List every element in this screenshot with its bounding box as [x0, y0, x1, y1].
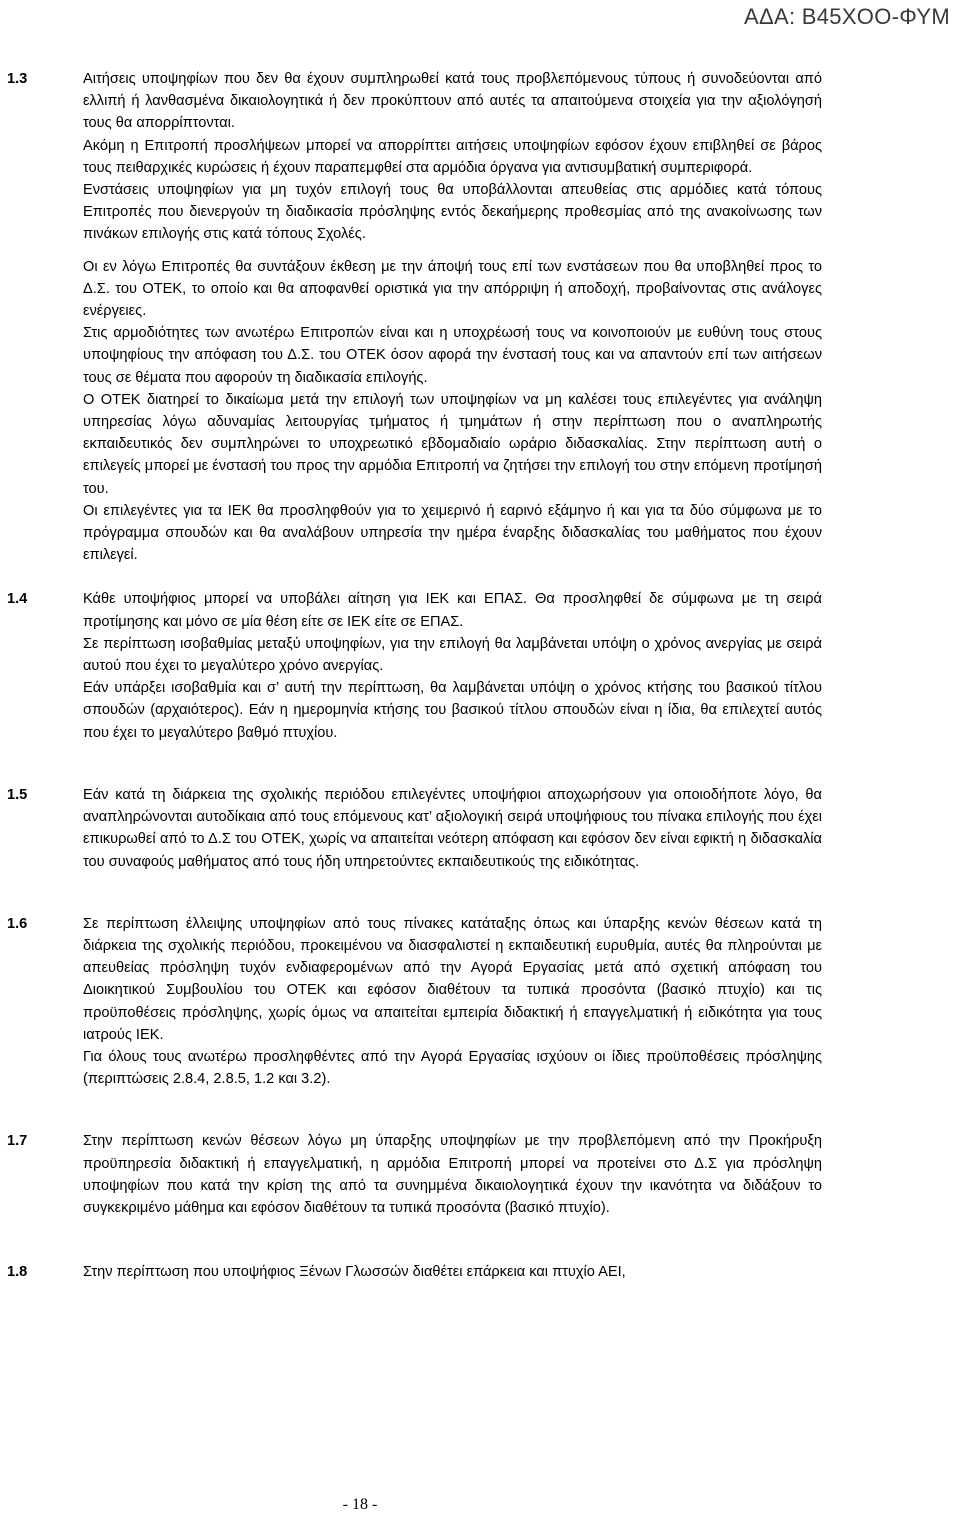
section-1-6 [0, 913, 960, 1091]
paragraph: Αιτήσεις υποψηφίων που δεν θα έχουν συμπληρωθεί κατά τους προβλεπόμενους τύπους ή συνοδεύονται από ελλιπή ή λανθασμένα δικαιολογητικά ή δεν προκύπτουν από αυτές τα απαιτούμενα στοιχεία για την αξιολόγησή τους θα απορρίπτονται. [83, 71, 822, 132]
section-number: 1.4 [7, 591, 28, 608]
paragraph: Εάν υπάρξει ισοβαθμία και σ’ αυτή την περίπτωση, θα λαμβάνεται υπόψη ο χρόνος κτήσης του βασικού τίτλου σπουδών (αρχαιότερος). Εάν η ημερομηνία κτήσης του βασικού τίτλου σπουδών είναι η ίδια, θα επιλεχτεί αυτός που έχει το μεγαλύτερο βαθμό πτυχίου. [83, 680, 822, 741]
paragraph: Κάθε υποψήφιος μπορεί να υποβάλει αίτηση για ΙΕΚ και ΕΠΑΣ. Θα προσληφθεί δε σύμφωνα με τη σειρά προτίμησης και μόνο σε μία θέση είτε σε ΙΕΚ είτε σε ΕΠΑΣ. [83, 591, 822, 630]
paragraph: Στην περίπτωση που υποψήφιος Ξένων Γλωσσών διαθέτει επάρκεια και πτυχίο ΑΕΙ, [83, 1264, 626, 1281]
section-1-4 [0, 588, 960, 743]
page-number: - 18 - [342, 1496, 378, 1513]
paragraph: Σε περίπτωση ισοβαθμίας μεταξύ υποψηφίων, για την επιλογή θα λαμβάνεται υπόψη ο χρόνος ανεργίας με σειρά αυτού που έχει το μεγαλύτερο χρόνο ανεργίας. [83, 635, 822, 675]
section-number: 1.3 [7, 71, 28, 87]
section-number: 1.7 [7, 1133, 28, 1150]
paragraph: Στην περίπτωση κενών θέσεων λόγω μη ύπαρξης υποψηφίων με την προβλεπόμενη από την Προκήρυξη προϋπηρεσία διδακτική ή επαγγελματική, η αρμόδια Επιτροπή μπορεί να προτείνει στο Δ.Σ για πρόσληψη υποψηφίων που κατά την κρίση της από τα συνημμένα δικαιολογητικά έχουν την ικανότητα να διδάξουν το συγκεκριμένο μάθημα και εφόσον διαθέτουν τα τυπικά προσόντα (βασικό πτυχίο). [83, 1133, 822, 1216]
paragraph: Οι επιλεγέντες για τα ΙΕΚ θα προσληφθούν για το χειμερινό ή εαρινό εξάμηνο ή και για τα δύο σύμφωνα με το πρόγραμμα σπουδών και θα αναλάβουν υπηρεσία την ημέρα έναρξης διδασκαλίας του μαθήματος που έχουν επιλεγεί. [83, 502, 822, 564]
section-number: 1.8 [7, 1264, 28, 1281]
section-number: 1.6 [7, 915, 28, 932]
paragraph: Εάν κατά τη διάρκεια της σχολικής περιόδου επιλεγέντες υποψήφιοι αποχωρήσουν για οποιοδήποτε λόγο, θα αναπληρώνονται αυτοδίκαια από τους επόμενους κατ’ αξιολογική σειρά υποψήφιους του πίνακα επιλογής που έχει επικυρωθεί από το Δ.Σ του ΟΤΕΚ, χωρίς να απαιτείται νεότερη απόφαση και εφόσον δεν είναι εφικτή η διδασκαλία του συναφούς μαθήματος από τους ήδη υπηρετούντες εκπαιδευτικούς της ειδικότητας. [83, 786, 822, 870]
paragraph: Οι εν λόγω Επιτροπές θα συντάξουν έκθεση με την άποψή τους επί των ενστάσεων που θα υποβληθεί προς το Δ.Σ. του ΟΤΕΚ, το οποίο και θα αποφανθεί οριστικά για την απόρριψη ή αποδοχή, προβαίνοντας στις ανάλογες ενέργειες. [83, 258, 822, 320]
ada-code: ΑΔΑ: Β45ΧΟΟ-ΦΥΜ [744, 4, 950, 29]
paragraph: Στις αρμοδιότητες των ανωτέρω Επιτροπών είναι και η υποχρέωσή τους να κοινοποιούν με ευθύνη τους στους υποψηφίους την απόφαση του Δ.Σ. του ΟΤΕΚ όσον αφορά την ένστασή τους και να απαντούν επί των αιτήσεων τους σε θέματα που αφορούν τη διαδικασία επιλογής. [83, 325, 822, 386]
section-1-5 [0, 784, 960, 873]
paragraph: Σε περίπτωση έλλειψης υποψηφίων από τους πίνακες κατάταξης όπως και ύπαρξης κενών θέσεων κατά τη διάρκεια της σχολικής περιόδου, προκειμένου να διασφαλιστεί η εκπαιδευτική ευρυθμία, αυτές θα πληρούνται με απευθείας πρόσληψη τυχόν ενδιαφερομένων από την Αγορά Εργασίας μετά από σχετική απόφαση του Διοικητικού Συμβουλίου του ΟΤΕΚ και εφόσον διαθέτουν τα τυπικά προσόντα (βασικό πτυχίο) και τις προϋποθέσεις πρόσληψης, χωρίς όμως να απαιτείται εμπειρία διδακτική ή επαγγελματική ή ειδικότητα για τους ιατρούς ΙΕΚ. [83, 915, 822, 1043]
section-number: 1.5 [7, 786, 28, 803]
paragraph: Ο ΟΤΕΚ διατηρεί το δικαίωμα μετά την επιλογή των υποψηφίων να μη καλέσει τους επιλεγέντες για ανάληψη υπηρεσίας λόγω αδυναμίας λειτουργίας τμήματος ή τμημάτων ή στην περίπτωση που ο αναπληρωτής εκπαιδευτικός δεν συμπληρώνει το υποχρεωτικό εβδομαδιαίο ωράριο διδασκαλίας. Στην περίπτωση αυτή ο επιλεγείς μπορεί με ένστασή του προς την αρμόδια Επιτροπή να ζητήσει την επιλογή του στην επόμενη προτίμησή του. [83, 391, 822, 497]
paragraph: Ακόμη η Επιτροπή προσλήψεων μπορεί να απορρίπτει αιτήσεις υποψηφίων εφόσον έχουν επιβληθεί σε βάρος τους πειθαρχικές κυρώσεις ή έχουν παραπεμφθεί στα αρμόδια όργανα για αντισυμβατική συμπεριφορά. [83, 137, 822, 176]
paragraph: Ενστάσεις υποψηφίων για μη τυχόν επιλογή τους θα υποβάλλονται απευθείας στις αρμόδιες κατά τόπους Επιτροπές που διενεργούν τη διαδικασία πρόσληψης εντός δεκαήμερης προθεσμίας από της ανακοίνωσης των πινάκων επιλογής στις κατά τόπους Σχολές. [83, 182, 822, 243]
document-body [0, 68, 960, 1283]
section-1-3 [0, 68, 960, 566]
section-1-7 [0, 1130, 960, 1219]
section-1-8 [0, 1261, 960, 1283]
paragraph: Για όλους τους ανωτέρω προσληφθέντες από την Αγορά Εργασίας ισχύουν οι ίδιες προϋποθέσεις πρόσληψης (περιπτώσεις 2.8.4, 2.8.5, 1.2 και 3.2). [83, 1048, 822, 1088]
